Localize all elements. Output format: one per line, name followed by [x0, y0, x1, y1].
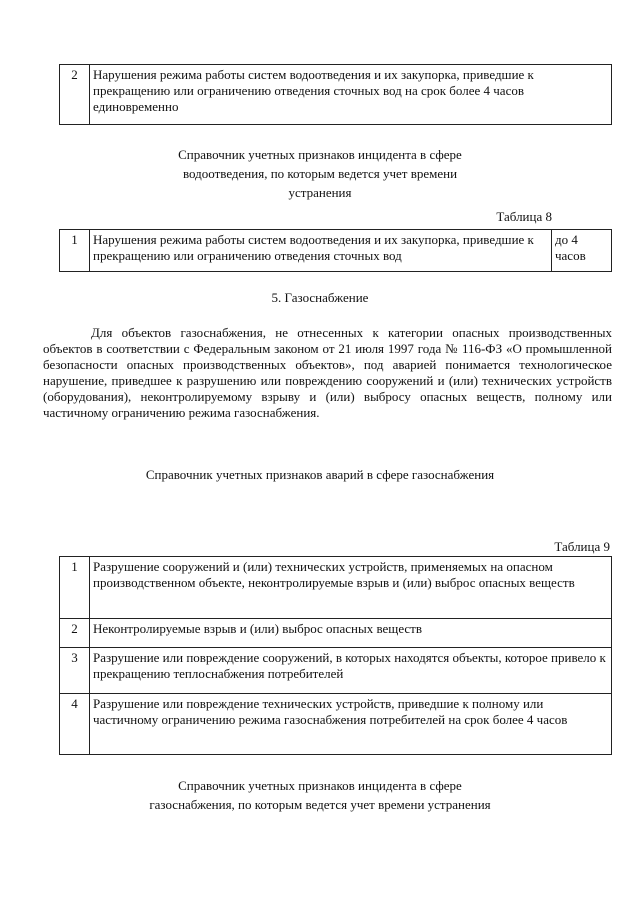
- table-9: [59, 556, 612, 755]
- heading-incident-wastewater: Справочник учетных признаков инцидента в сфере водоотведения, по которым ведется учет времени устранения: [178, 147, 462, 200]
- heading-incident-gas-line2: газоснабжения, по которым ведется учет времени устранения: [149, 797, 491, 812]
- table-8: [59, 229, 612, 272]
- heading-accidents-gas: Справочник учетных признаков аварий в сфере газоснабжения: [145, 467, 495, 482]
- row-number: 2: [60, 65, 90, 125]
- row-text: Разрушение или повреждение технических устройств, приведшие к полному или частичному ограничению режима газоснабжения потребителей на срок более 4 часов: [90, 694, 612, 755]
- table-row: [60, 230, 612, 272]
- table-9-caption: Таблица 9: [554, 539, 610, 554]
- table-water-accidents-continued: [59, 64, 612, 125]
- table-row: [60, 694, 612, 755]
- table-row: [60, 65, 612, 125]
- row-text: Нарушения режима работы систем водоотведения и их закупорка, приведшие к прекращению или ограничению отведения сточных вод: [90, 230, 552, 272]
- row-number: 1: [60, 230, 90, 272]
- table-row: [60, 619, 612, 648]
- heading-incident-gas: [0, 776, 640, 814]
- row-text: Неконтролируемые взрыв и (или) выброс опасных веществ: [90, 619, 612, 648]
- row-number: 3: [60, 648, 90, 694]
- row-time: до 4 часов: [552, 230, 612, 272]
- table-8-caption: Таблица 8: [496, 209, 552, 224]
- table-row: [60, 557, 612, 619]
- section-title: 5. Газоснабжение: [271, 290, 369, 305]
- row-number: 4: [60, 694, 90, 755]
- row-text: Разрушение или повреждение сооружений, в которых находятся объекты, которое привело к прекращению теплоснабжения потребителей: [90, 648, 612, 694]
- heading-incident-gas-line1: Справочник учетных признаков инцидента в сфере: [178, 778, 462, 793]
- row-text: Нарушения режима работы систем водоотведения и их закупорка, приведшие к прекращению или ограничению отведения сточных вод на срок более 4 часов единовременно: [90, 65, 612, 125]
- table-row: [60, 648, 612, 694]
- row-text: Разрушение сооружений и (или) технических устройств, применяемых на опасном производственном объекте, неконтролируемые взрыв и (или) выброс опасных веществ: [90, 557, 612, 619]
- row-number: 2: [60, 619, 90, 648]
- row-number: 1: [60, 557, 90, 619]
- gas-accident-definition-paragraph: Для объектов газоснабжения, не отнесенных к категории опасных производственных объектов в соответствии с Федеральным законом от 21 июля 1997 года № 116-ФЗ «О промышленной безопасности опасных производственных объектов», под аварией понимается технологическое нарушение, приведшее к разрушению или повреждению сооружений и (или) технических устройств (оборудования), неконтролируемому взрыву и (или) выбросу опасных веществ, полному или частичному ограничению режима газоснабжения.: [43, 325, 612, 420]
